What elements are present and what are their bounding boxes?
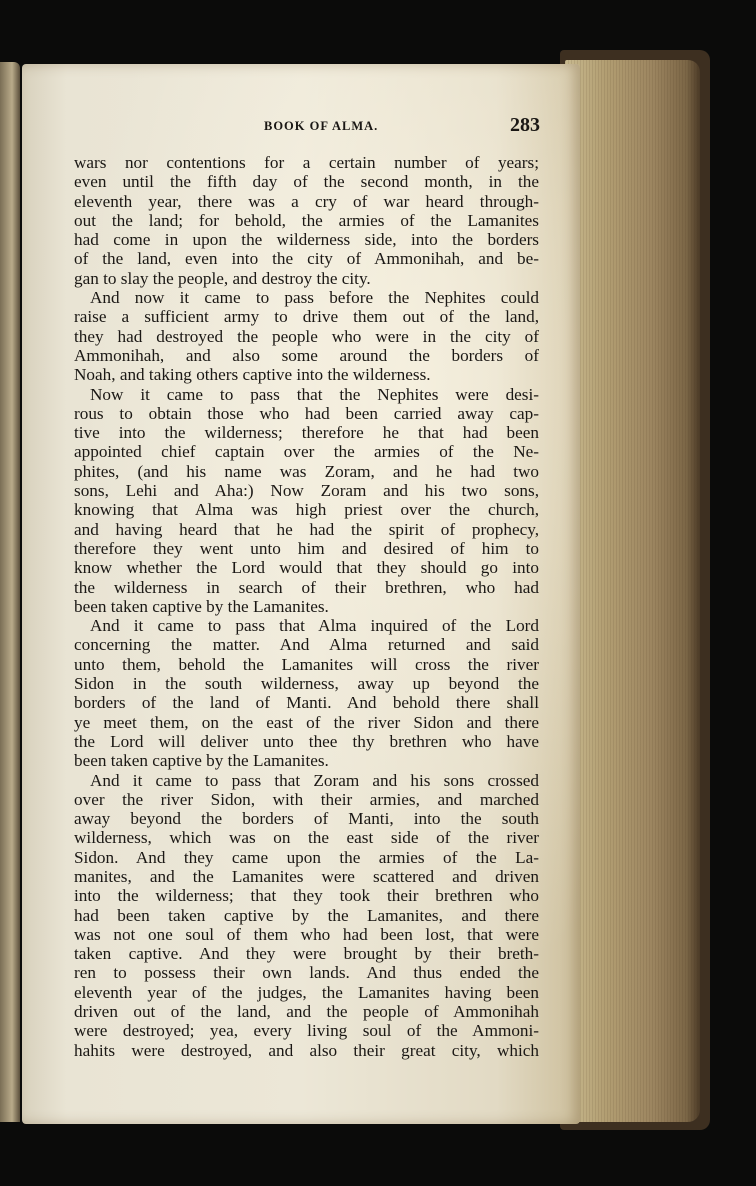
text-line: know whether the Lord would that they should go into <box>74 558 539 578</box>
text-line: over the river Sidon, with their armies, and marched <box>74 789 539 809</box>
text-line: manites, and the Lamanites were scattered and driven <box>74 866 539 886</box>
text-line: tive into the wilderness; therefore he that had been <box>74 423 539 443</box>
text-line: Sidon. And they came upon the armies of the La- <box>74 847 539 867</box>
text-line: ye meet them, on the east of the river Sidon and there <box>74 712 539 732</box>
text-line: had come in upon the wilderness side, into the borders <box>74 230 539 250</box>
text-line: the Lord will deliver unto thee thy brethren who have <box>74 731 539 751</box>
text-line: therefore they went unto him and desired of him to <box>74 538 539 558</box>
text-line: Noah, and taking others captive into the wilderness. <box>74 365 431 385</box>
text-line: gan to slay the people, and destroy the city. <box>74 268 371 288</box>
page-header <box>82 116 540 140</box>
text-line: been taken captive by the Lamanites. <box>74 596 329 616</box>
text-line: into the wilderness; that they took their brethren who <box>74 886 539 906</box>
text-line: of the land, even into the city of Ammonihah, and be- <box>74 249 539 269</box>
text-line: concerning the matter. And Alma returned and said <box>74 635 539 655</box>
text-line: Ammonihah, and also some around the borders of <box>74 345 539 365</box>
text-line: And now it came to pass before the Nephites could <box>90 288 539 308</box>
text-line: sons, Lehi and Aha:) Now Zoram and his two sons, <box>74 481 539 501</box>
text-line: hahits were destroyed, and also their great city, which <box>74 1040 539 1060</box>
text-line: was not one soul of them who had been lost, that were <box>74 924 539 944</box>
text-line: appointed chief captain over the armies of the Ne- <box>74 442 539 462</box>
text-line: knowing that Alma was high priest over the church, <box>74 500 539 520</box>
text-line: the wilderness in search of their brethren, who had <box>74 577 539 597</box>
text-line: Sidon in the south wilderness, away up beyond the <box>74 674 539 694</box>
page-block-edge <box>565 60 700 1122</box>
text-line: And it came to pass that Alma inquired of the Lord <box>90 616 539 636</box>
text-line: rous to obtain those who had been carried away cap- <box>74 403 539 423</box>
text-line: out the land; for behold, the armies of the Lamanites <box>74 210 539 230</box>
text-line: borders of the land of Manti. And behold there shall <box>74 693 539 713</box>
text-line: And it came to pass that Zoram and his sons crossed <box>90 770 539 790</box>
text-line: raise a sufficient army to drive them out of the land, <box>74 307 539 327</box>
text-line: been taken captive by the Lamanites. <box>74 751 329 771</box>
page-number: 283 <box>510 114 540 136</box>
body-text <box>74 153 539 1060</box>
text-line: away beyond the borders of Manti, into the south <box>74 809 539 829</box>
text-line: unto them, behold the Lamanites will cross the river <box>74 654 539 674</box>
text-line: wars nor contentions for a certain number of years; <box>74 153 539 172</box>
running-head: BOOK OF ALMA. <box>264 119 379 133</box>
text-line: had been taken captive by the Lamanites, and there <box>74 905 539 925</box>
text-line: they had destroyed the people who were in the city of <box>74 326 539 346</box>
text-line: taken captive. And they were brought by their breth- <box>74 944 539 964</box>
text-line: even until the fifth day of the second month, in the <box>74 172 539 192</box>
text-line: phites, (and his name was Zoram, and he had two <box>74 461 539 481</box>
text-line: eleventh year of the judges, the Lamanites having been <box>74 982 539 1002</box>
text-line: and having heard that he had the spirit of prophecy, <box>74 519 539 539</box>
text-line: were destroyed; yea, every living soul of the Ammoni- <box>74 1021 539 1041</box>
previous-page-edge <box>0 62 20 1122</box>
text-line: ren to possess their own lands. And thus ended the <box>74 963 539 983</box>
book-page <box>22 64 580 1124</box>
text-line: Now it came to pass that the Nephites were desi- <box>90 384 539 404</box>
text-line: driven out of the land, and the people of Ammonihah <box>74 1002 539 1022</box>
text-line: wilderness, which was on the east side of the river <box>74 828 539 848</box>
text-line: eleventh year, there was a cry of war heard through- <box>74 191 539 211</box>
